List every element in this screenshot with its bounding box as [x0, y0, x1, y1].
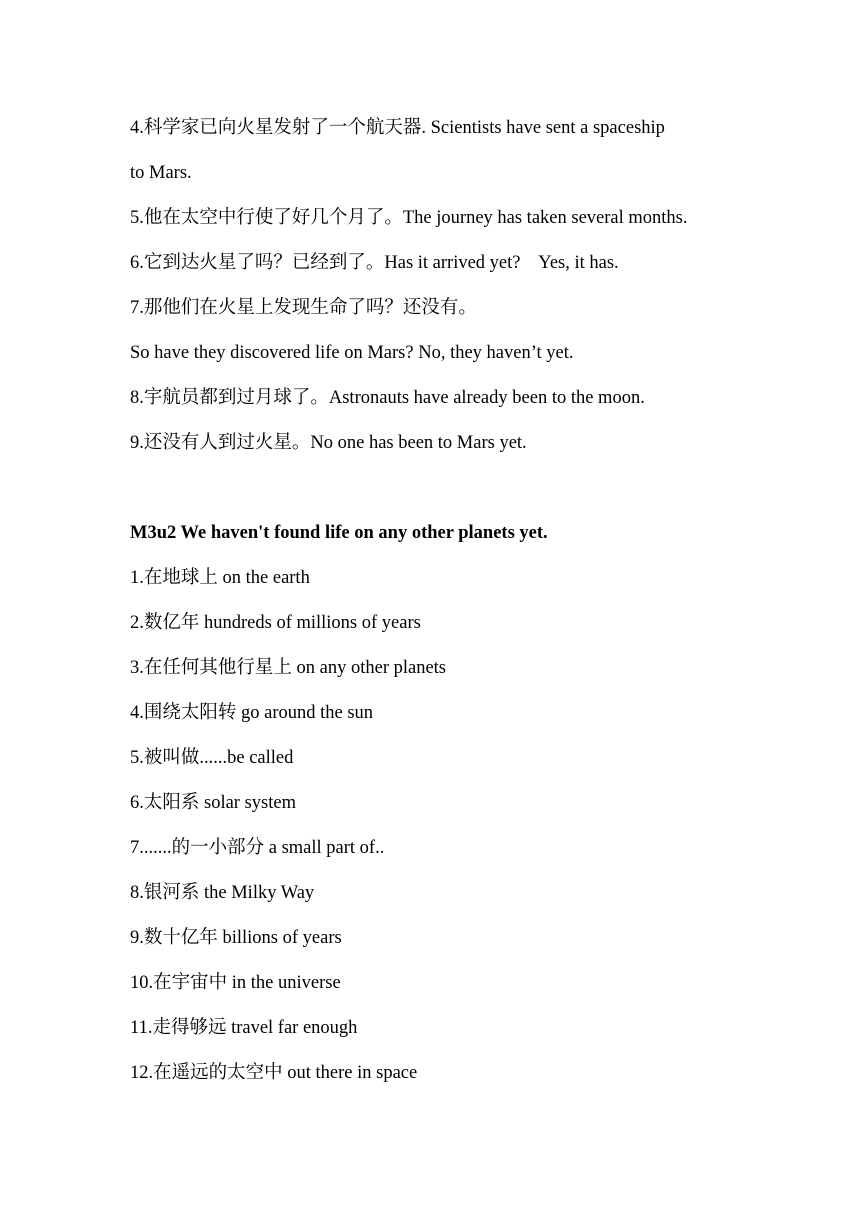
- sentence-line: 4.科学家已向火星发射了一个航天器. Scientists have sent a spaceship: [130, 118, 665, 138]
- vocab-item: 12.在遥远的太空中 out there in space: [130, 1063, 418, 1083]
- vocab-item: 11.走得够远 travel far enough: [130, 1018, 358, 1038]
- vocab-item: 2.数亿年 hundreds of millions of years: [130, 613, 421, 633]
- vocab-item: 9.数十亿年 billions of years: [130, 928, 342, 948]
- sentence-line: 5.他在太空中行使了好几个月了。The journey has taken several months.: [130, 208, 688, 228]
- sentence-line: 6.它到达火星了吗？已经到了。Has it arrived yet? Yes, it has.: [130, 253, 619, 273]
- section-heading: M3u2 We haven't found life on any other planets yet.: [130, 523, 548, 543]
- sentence-line: 7.那他们在火星上发现生命了吗？还没有。: [130, 298, 477, 318]
- vocab-item: 3.在任何其他行星上 on any other planets: [130, 658, 447, 678]
- sentence-line: to Mars.: [130, 163, 192, 183]
- sentence-line: 9.还没有人到过火星。No one has been to Mars yet.: [130, 433, 527, 453]
- vocab-item: 5.被叫做......be called: [130, 748, 294, 768]
- vocab-item: 4.围绕太阳转 go around the sun: [130, 703, 374, 723]
- vocab-item: 1.在地球上 on the earth: [130, 568, 310, 588]
- vocab-item: 7.......的一小部分 a small part of..: [130, 838, 385, 858]
- sentence-line: So have they discovered life on Mars? No, they haven’t yet.: [130, 343, 574, 363]
- vocab-item: 8.银河系 the Milky Way: [130, 883, 315, 903]
- vocab-item: 10.在宇宙中 in the universe: [130, 973, 341, 993]
- vocab-item: 6.太阳系 solar system: [130, 793, 296, 813]
- sentence-line: 8.宇航员都到过月球了。Astronauts have already been to the moon.: [130, 388, 645, 408]
